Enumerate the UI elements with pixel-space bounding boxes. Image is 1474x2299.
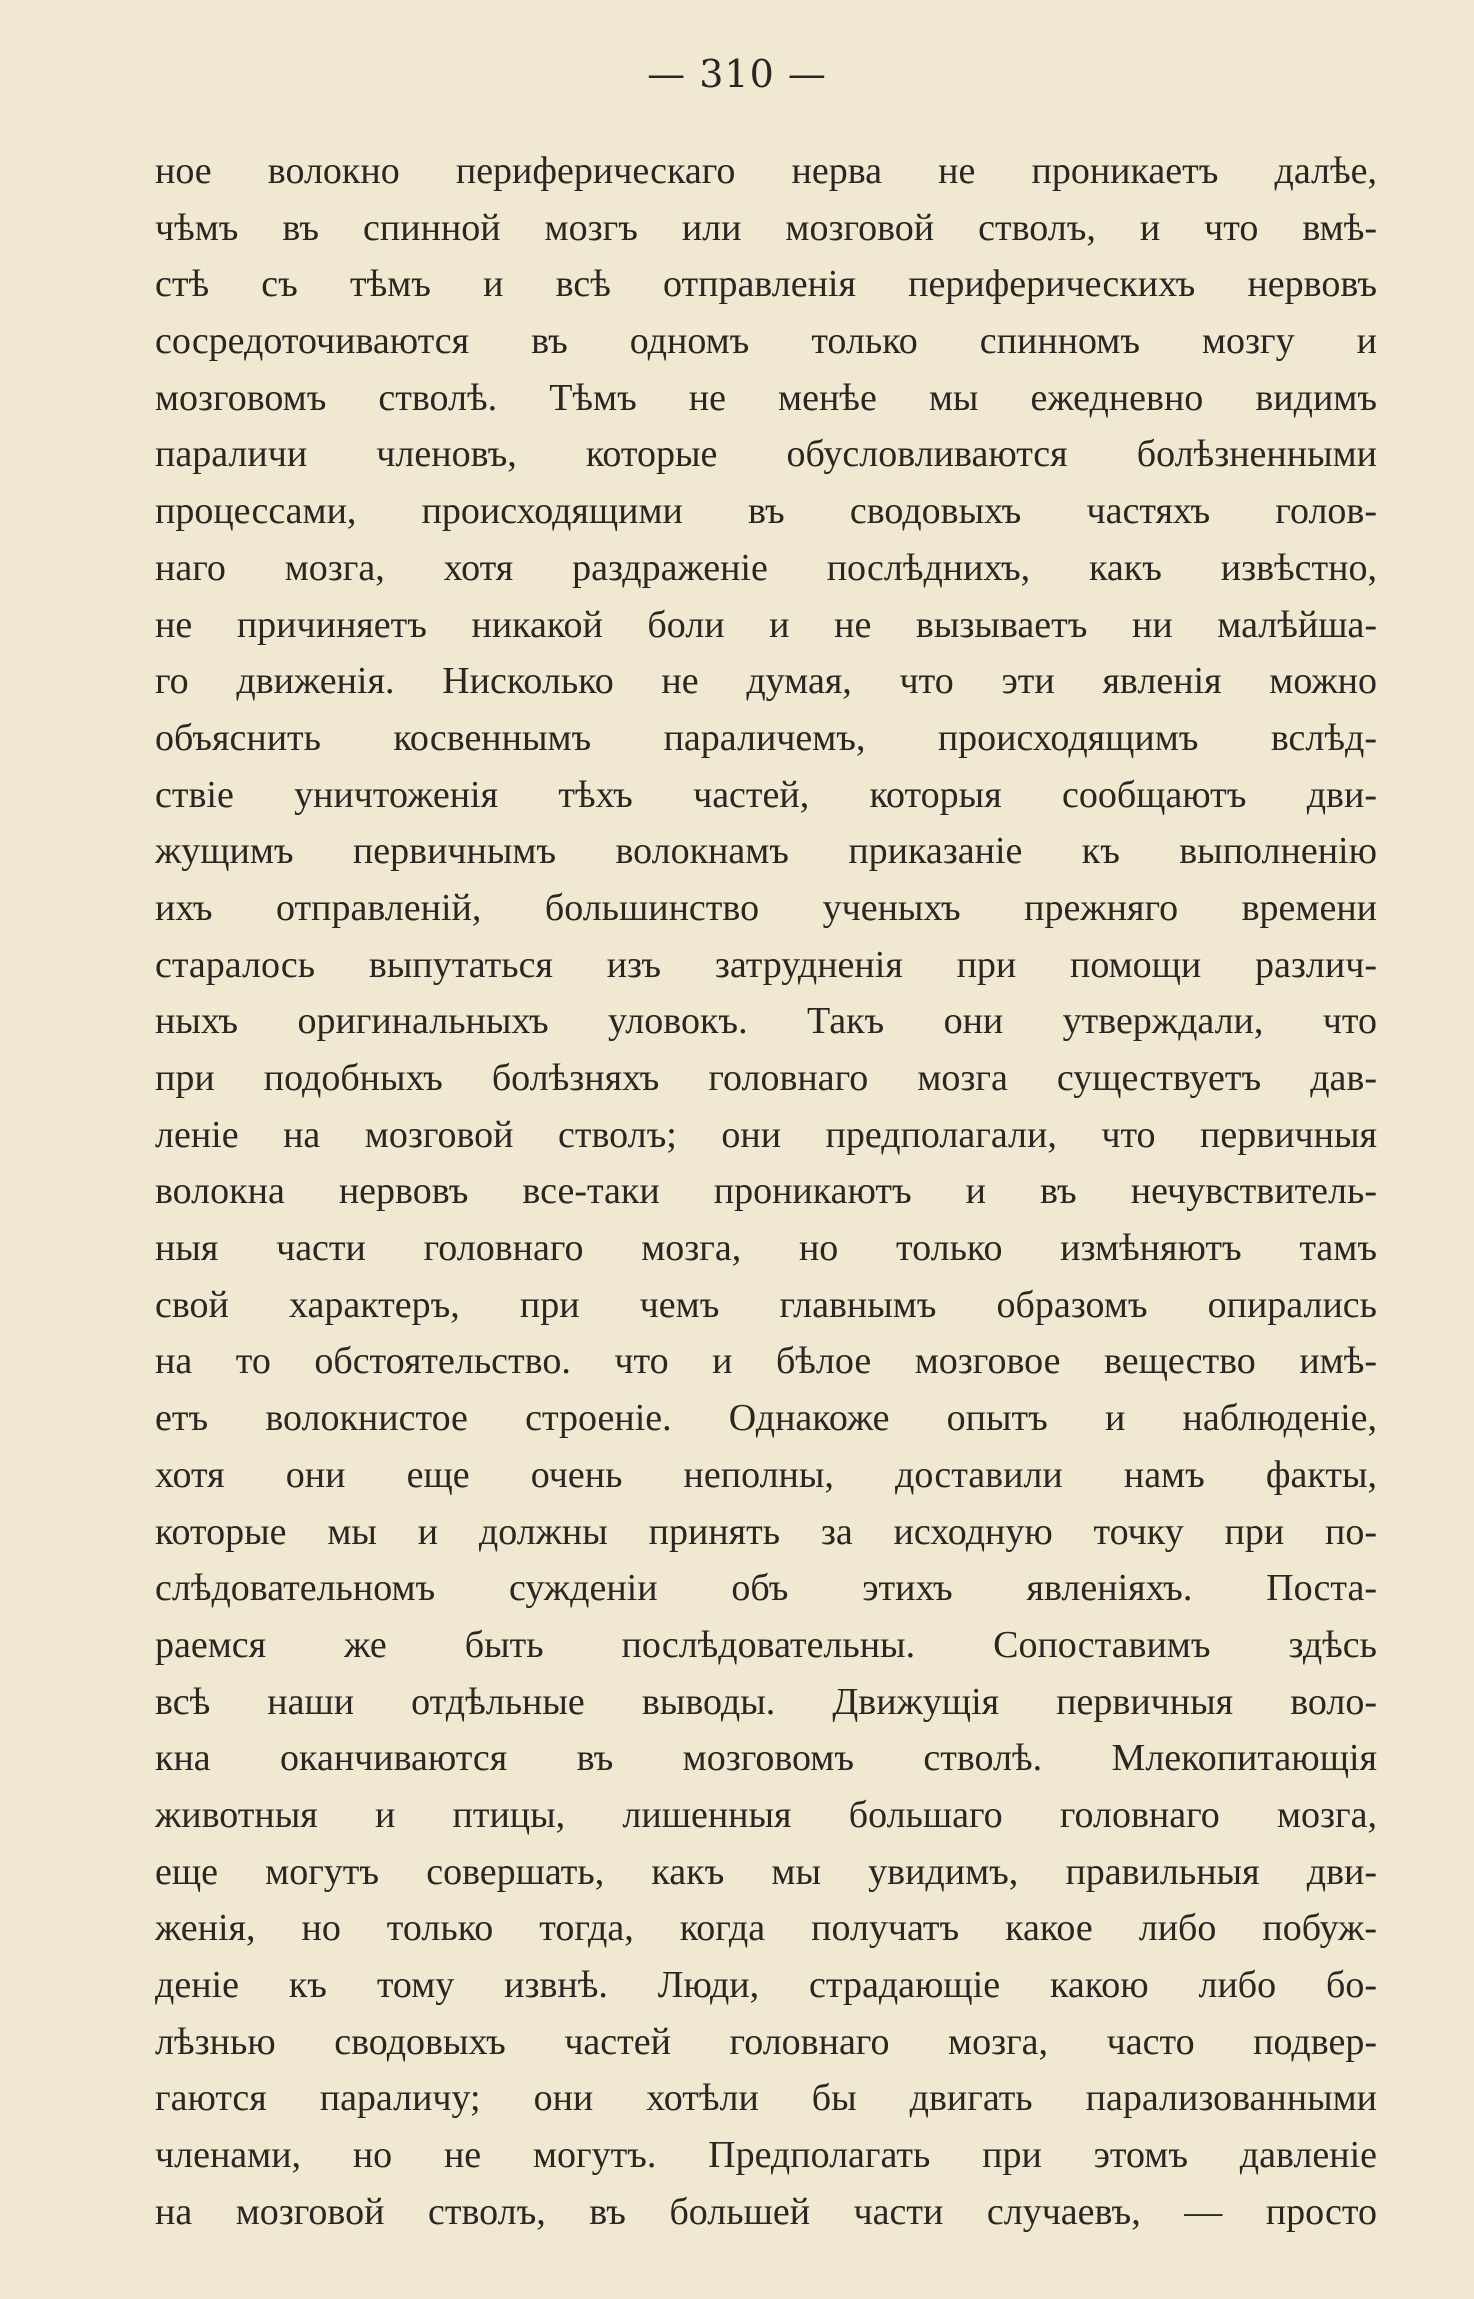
text-line: волокна нервовъ все-таки проникаютъ и въ нечувствитель- <box>155 1170 1377 1213</box>
text-line: леніе на мозговой стволъ; они предполагали, что первичныя <box>155 1113 1377 1156</box>
text-line: ныхъ оригинальныхъ уловокъ. Такъ они утверждали, что <box>155 1000 1377 1043</box>
text-line: етъ волокнистое строеніе. Однакоже опытъ и наблюденіе, <box>155 1397 1377 1440</box>
text-line: деніе къ тому извнѣ. Люди, страдающіе какою либо бо- <box>155 1964 1377 2006</box>
text-line: еще могутъ совершать, какъ мы увидимъ, правильныя дви- <box>155 1850 1377 1893</box>
text-line: стѣ съ тѣмъ и всѣ отправленія периферическихъ нервовъ <box>155 263 1377 306</box>
text-line: всѣ наши отдѣльные выводы. Движущія первичныя воло- <box>155 1680 1377 1723</box>
text-line: го движенія. Нисколько не думая, что эти явленія можно <box>155 660 1377 703</box>
text-line: которые мы и должны принять за исходную точку при по- <box>155 1510 1377 1553</box>
text-line: при подобныхъ болѣзняхъ головнаго мозга существуетъ дав- <box>155 1057 1377 1099</box>
text-line: ныя части головнаго мозга, но только измѣняютъ тамъ <box>155 1227 1377 1270</box>
text-line: кна оканчиваются въ мозговомъ стволѣ. Млекопитающія <box>155 1737 1377 1780</box>
text-line: раемся же быть послѣдовательны. Сопоставимъ здѣсь <box>155 1623 1377 1666</box>
text-line: ихъ отправленій, большинство ученыхъ прежняго времени <box>155 886 1377 929</box>
text-line: гаются параличу; они хотѣли бы двигать парализованными <box>155 2077 1377 2120</box>
text-line: лѣзнью сводовыхъ частей головнаго мозга, часто подвер- <box>155 2020 1377 2063</box>
text-line: мозговомъ стволѣ. Тѣмъ не менѣе мы ежедневно видимъ <box>155 376 1377 419</box>
text-line: не причиняетъ никакой боли и не вызываетъ ни малѣйша- <box>155 603 1377 646</box>
text-line: свой характеръ, при чемъ главнымъ образомъ опирались <box>155 1283 1377 1326</box>
text-line: старалось выпутаться изъ затрудненія при помощи различ- <box>155 943 1377 986</box>
text-line: объяснить косвеннымъ параличемъ, происходящимъ вслѣд- <box>155 716 1377 759</box>
text-line: наго мозга, хотя раздраженіе послѣднихъ, какъ извѣстно, <box>155 546 1377 589</box>
text-line: на то обстоятельство. что и бѣлое мозговое вещество имѣ- <box>155 1340 1377 1383</box>
body-text <box>155 143 1377 2240</box>
text-line: жущимъ первичнымъ волокнамъ приказаніе къ выполненію <box>155 830 1377 873</box>
page-number: — 310 — <box>647 52 827 96</box>
text-line: слѣдовательномъ сужденіи объ этихъ явленіяхъ. Поста- <box>155 1567 1377 1610</box>
text-line: ное волокно периферическаго нерва не проникаетъ далѣе, <box>155 150 1377 192</box>
text-line: животныя и птицы, лишенныя большаго головнаго мозга, <box>155 1793 1377 1836</box>
text-line: хотя они еще очень неполны, доставили намъ факты, <box>155 1453 1377 1496</box>
text-line: женія, но только тогда, когда получатъ какое либо побуж- <box>155 1907 1377 1950</box>
text-line: ствіе уничтоженія тѣхъ частей, которыя сообщаютъ дви- <box>155 773 1377 816</box>
text-line: членами, но не могутъ. Предполагать при этомъ давленіе <box>155 2134 1377 2177</box>
text-line: чѣмъ въ спинной мозгъ или мозговой стволъ, и что вмѣ- <box>155 206 1377 249</box>
text-line: сосредоточиваются въ одномъ только спинномъ мозгу и <box>155 320 1377 363</box>
text-line: процессами, происходящими въ сводовыхъ частяхъ голов- <box>155 490 1377 533</box>
text-line: параличи членовъ, которые обусловливаются болѣзненными <box>155 433 1377 476</box>
text-line: на мозговой стволъ, въ большей части случаевъ, — просто <box>155 2190 1377 2233</box>
